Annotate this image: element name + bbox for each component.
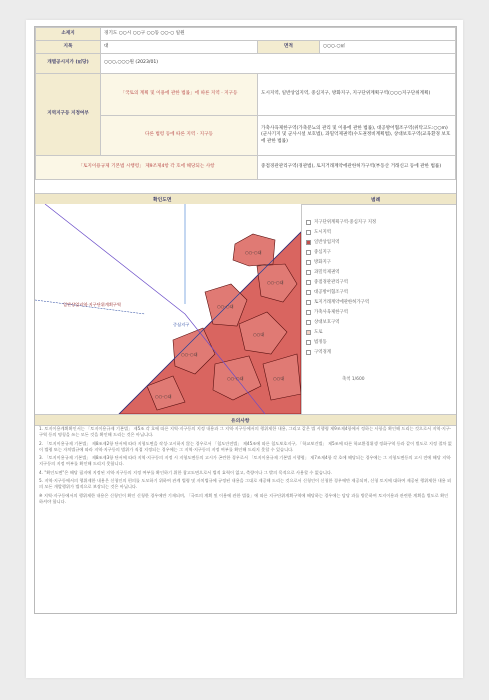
note-paragraph: 4. "확인도면"은 해당 필지에 지정된 지역·지구등의 지정 여부를 확인하기 위한 참고도면으로서 법적 효력이 없고, 측량이나 그 밖의 목적으로 사용할 수 없습니다. bbox=[39, 469, 333, 475]
legend-swatch bbox=[306, 350, 311, 355]
legend-swatch bbox=[306, 250, 311, 255]
map-lot-label: ○○-○대 bbox=[227, 376, 244, 381]
legend-swatch bbox=[306, 270, 311, 275]
legend-item bbox=[306, 288, 348, 296]
legend-item bbox=[306, 248, 331, 256]
legend-item bbox=[306, 348, 331, 356]
area-value: ○○○.○㎡ bbox=[320, 41, 456, 54]
legend-label: 상대보호구역 bbox=[314, 320, 340, 325]
legend-item bbox=[306, 298, 369, 306]
legend-label: 대공방어협조구역 bbox=[314, 290, 348, 295]
legend-swatch bbox=[306, 260, 311, 265]
legend-item bbox=[306, 328, 322, 336]
legend-label: 도시지역 bbox=[314, 230, 331, 235]
location-value: 경기도 ○○시 ○○구 ○○동 ○○-○ 일원 bbox=[101, 28, 456, 41]
map-section-title: 확인도면 bbox=[153, 198, 172, 203]
legend-label: 일반상업지역 bbox=[314, 240, 340, 245]
zoning-value1: 도시지역, 일반상업지역, 중심지구, 방화지구, 지구단위계획구역(○○○지구단위계획) bbox=[258, 74, 456, 116]
legend-label: 가축사육제한구역 bbox=[314, 310, 348, 315]
confirmation-map[interactable] bbox=[35, 204, 302, 414]
map-scale: 축척 1/600 bbox=[342, 377, 365, 382]
zoning-value2: 가축사육제한구역(가축분뇨의 관리 및 이용에 관한 법률), 대공방어협조구역(위탁고도:○○m)(군사기지 및 군사시설 보호법), 과밀억제권역(수도권정비계획법), 상대보호구역(교육환경 보호에 관한 법률) bbox=[258, 116, 456, 156]
legend-swatch bbox=[306, 330, 311, 335]
legend-label: 방화지구 bbox=[314, 260, 331, 265]
map-lot-label: ○○-○대 bbox=[155, 394, 172, 399]
map-lot-label: ○○-○대 bbox=[181, 352, 198, 357]
map-label-road: 일반상업지역·지구단위계획구역 bbox=[63, 302, 121, 307]
regulation-value: 중점경관관리구역(경관법), 토지거래계약에관한허가구역(부동산 거래신고 등에 관한 법률) bbox=[258, 156, 456, 180]
note-paragraph: 3. 「토지이용규제 기본법」 제8조제3항 단서에 따라 지역·지구등의 지정 시 지형도면등의 고시가 곤란한 경우로서 「토지이용규제 기본법 시행령」 제7조제4항 각 호에 해당되는 경우에는 그 지형도면등의 고시 전에 해당 지역·지구등의 지정 여부를 확인해 드리지 못합니다. bbox=[39, 455, 452, 467]
notes-body bbox=[39, 426, 452, 507]
map-lot-label: ○○-○대 bbox=[217, 304, 234, 309]
legend-swatch bbox=[306, 290, 311, 295]
legend-item bbox=[306, 278, 348, 286]
map-lot-label: ○○-○대 bbox=[245, 250, 262, 255]
price-value: ○○○,○○○원 (2023/01) bbox=[101, 54, 456, 74]
map-lot-label: ○○-○대 bbox=[267, 280, 284, 285]
regulation-label: 「토지이용규제 기본법 시행령」 제9조제4항 각 호에 해당되는 사항 bbox=[36, 156, 258, 180]
document-page bbox=[26, 20, 463, 678]
note-paragraph: 1. 토지이용계획확인서는 「토지이용규제 기본법」 제5조 각 호에 따른 지역·지구등의 지정 내용과 그 지역·지구등에서의 행위제한 내용, 그리고 같은 법 시행령 제9조제4항에서 정하는 사항을 확인해 드리는 것으로서 지역·지구·구역 등의 명칭을 쓰는 모든 것을 확인해 드리는 것은 아닙니다. bbox=[39, 426, 452, 438]
location-label: 소재지 bbox=[36, 28, 101, 41]
jibun-label: 지목 bbox=[36, 41, 101, 54]
note-paragraph: 5. 지역·지구등에서의 행위제한 내용은 신청인의 편의를 도모하기 위하여 관계 법령 및 자치법규에 규정된 내용을 그대로 제공해 드리는 것으로서 신청인이 신청한 경우에만 제공되며, 신청 토지에 대하여 제공된 행위제한 내용 외의 모든 개발행위가 법적으로 보장되는 것은 아닙니다. bbox=[39, 478, 452, 490]
zoning-sub2: 다른 법령 등에 따른 지역 · 지구등 bbox=[101, 116, 258, 156]
price-label: 개별공시지가 (㎡당) bbox=[36, 54, 101, 74]
legend-item bbox=[306, 308, 348, 316]
legend-swatch bbox=[306, 240, 311, 245]
zoning-label: 지역지구등 지정여부 bbox=[36, 74, 101, 156]
legend-label: 토지거래계약에관한허가구역 bbox=[314, 300, 370, 305]
legend-item bbox=[306, 318, 339, 326]
notes-section-header bbox=[35, 414, 456, 426]
legend-swatch bbox=[306, 230, 311, 235]
map-legend bbox=[302, 204, 456, 414]
legend-item bbox=[306, 218, 376, 226]
area-label: 면적 bbox=[258, 41, 320, 54]
legend-swatch bbox=[306, 220, 311, 225]
map-svg bbox=[35, 204, 301, 414]
land-info-table bbox=[35, 27, 456, 180]
note-paragraph: ※ 지역·지구등에서의 행위제한 내용은 신청인이 확인 신청한 경우에만 기재되며, 「국토의 계획 및 이용에 관한 법률」에 따른 지구단위계획구역에 해당하는 경우에는 담당 과를 방문하여 토지이용과 관련한 계획을 별도로 확인하셔야 합니다. bbox=[39, 492, 449, 504]
legend-section-title: 범례 bbox=[371, 198, 381, 203]
legend-label: 중심지구 bbox=[314, 250, 331, 255]
legend-swatch bbox=[306, 300, 311, 305]
legend-item bbox=[306, 338, 327, 346]
notes-title: 유의사항 bbox=[231, 419, 250, 424]
legend-swatch bbox=[306, 320, 311, 325]
legend-swatch bbox=[306, 310, 311, 315]
map-lot-label: ○○대 bbox=[253, 332, 265, 337]
legend-swatch bbox=[306, 280, 311, 285]
jibun-value: 대 bbox=[101, 41, 258, 54]
map-label-zone: 중심지구 bbox=[173, 322, 190, 327]
legend-label: 지구단위계획구역·중심지구 지정 bbox=[314, 220, 377, 225]
legend-item bbox=[306, 258, 331, 266]
legend-label: 구역경계 bbox=[314, 350, 331, 355]
legend-item bbox=[306, 228, 331, 236]
legend-item bbox=[306, 268, 339, 276]
map-lot-label: ○○대 bbox=[273, 376, 285, 381]
legend-label: 중점경관관리구역 bbox=[314, 280, 348, 285]
legend-label: 법정동 bbox=[314, 340, 327, 345]
note-paragraph: 2. 「토지이용규제 기본법」 제8조제2항 단서에 따라 지형도면을 작성·고시하지 않는 경우로서 「철도안전법」 제45조에 따른 철도보호지구, 「학교보건법」 제5조에 따른 학교환경위생 정화구역 등과 같이 별도로 지정 절차 없이 법령 또는 자치법규에 따라 지역·지구등의 범위가 직접 지정되는 경우에는 그 지역·지구등의 지정 여부를 확인해 드리지 못할 수 있습니다. bbox=[39, 440, 452, 452]
legend-label: 과밀억제권역 bbox=[314, 270, 340, 275]
document-frame bbox=[34, 26, 457, 614]
legend-label: 도로 bbox=[314, 330, 323, 335]
legend-swatch bbox=[306, 340, 311, 345]
zoning-sub1: 「국토의 계획 및 이용에 관한 법률」에 따른 지역 · 지구등 bbox=[101, 74, 258, 116]
legend-item bbox=[306, 238, 339, 246]
